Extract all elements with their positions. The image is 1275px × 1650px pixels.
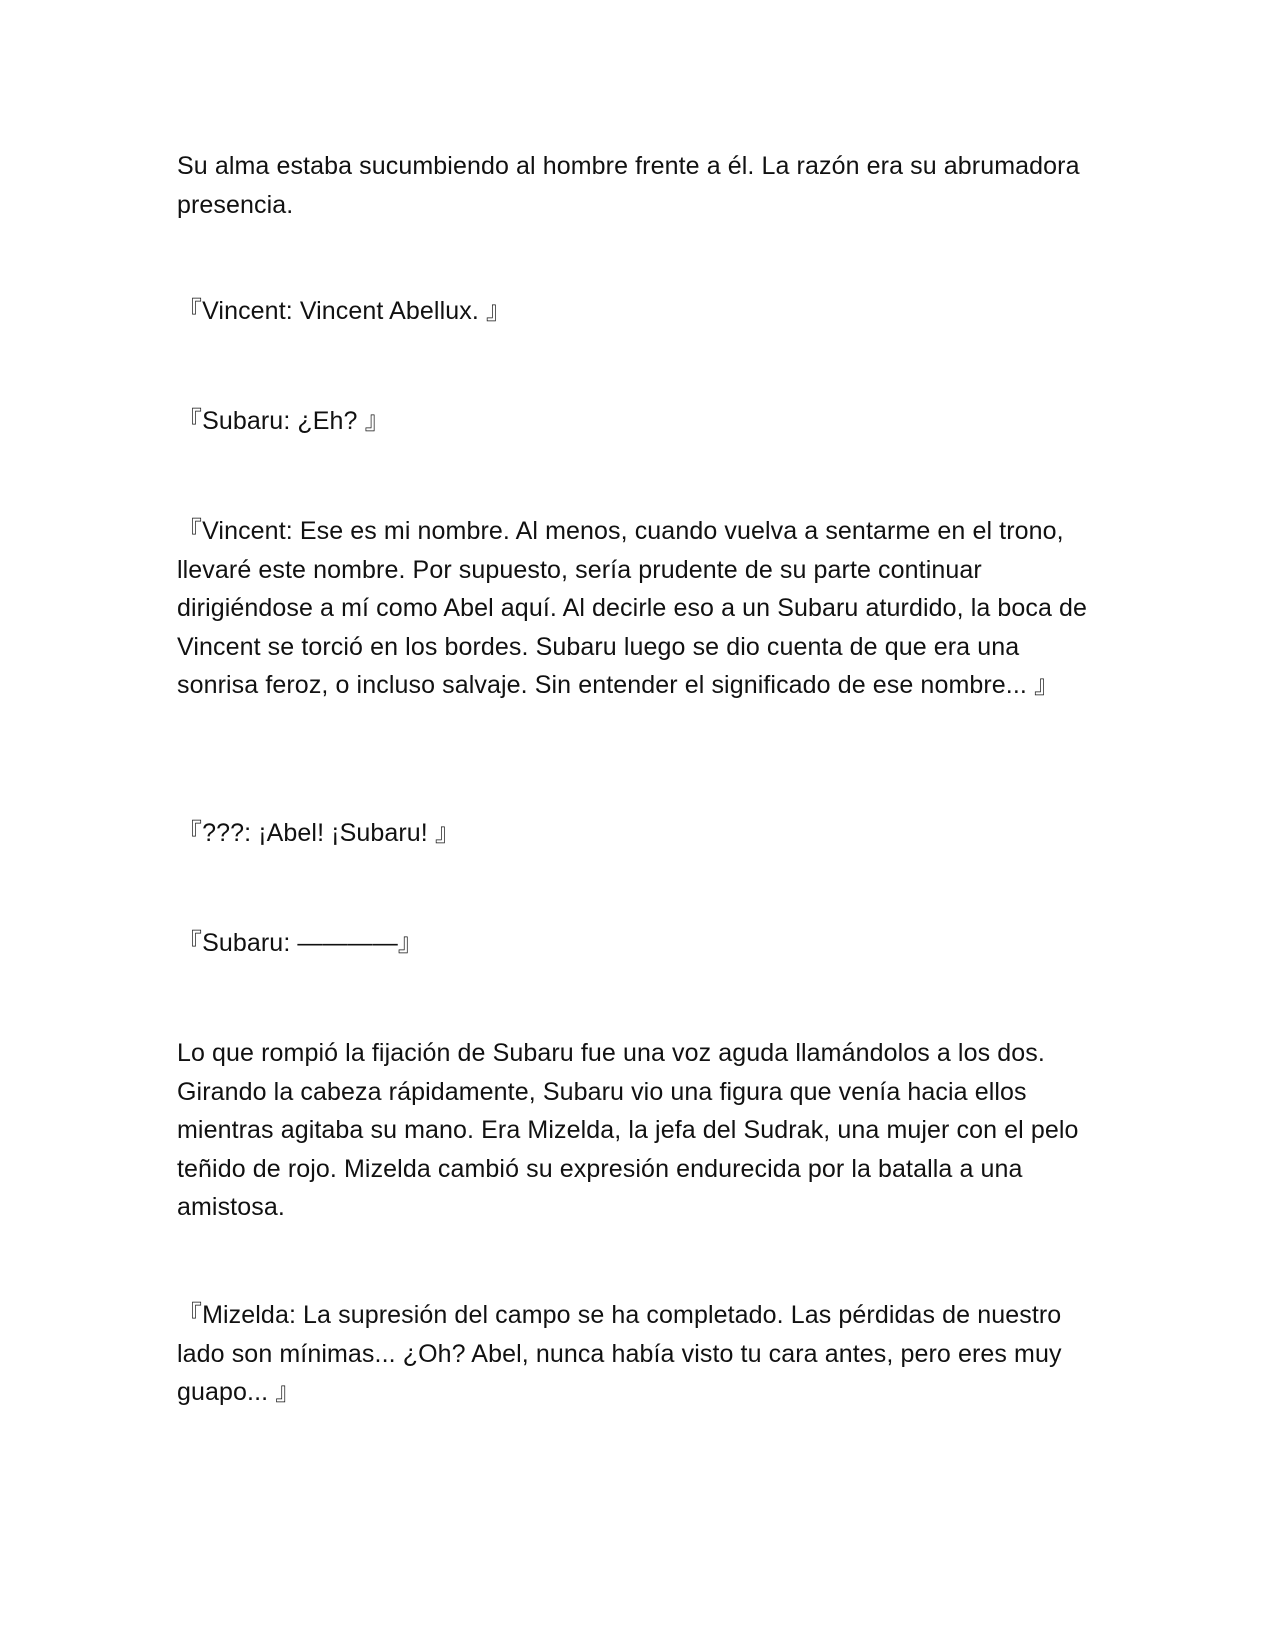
dialogue-line-vincent: 『Vincent: Vincent Abellux. 』 — [177, 297, 512, 325]
dialogue-line-subaru: 『Subaru: ¿Eh? 』 — [177, 407, 390, 435]
dialogue-line-subaru-dash: 『Subaru: ————』 — [177, 929, 423, 957]
dialogue-line-unknown: 『???: ¡Abel! ¡Subaru! 』 — [177, 819, 460, 847]
dialogue-line-vincent-long: 『Vincent: Ese es mi nombre. Al menos, cuando vuelva a sentarme en el trono, llevaré este nombre. Por supuesto, sería prudente de su parte continuar dirigiéndose a mí como Abel aquí. Al decirle eso a un Subaru aturdido, la boca de Vincent se torció en los bordes. Subaru luego se dio cuenta de que era una sonrisa feroz, o incluso salvaje. Sin entender el significado de ese nombre... 』 — [177, 517, 1088, 699]
dialogue-line-mizelda: 『Mizelda: La supresión del campo se ha completado. Las pérdidas de nuestro lado son mínimas... ¿Oh? Abel, nunca había visto tu cara antes, pero eres muy guapo... 』 — [177, 1301, 1062, 1406]
narration-paragraph-mizelda: Lo que rompió la fijación de Subaru fue una voz aguda llamándolos a los dos. Girando la cabeza rápidamente, Subaru vio una figura que venía hacia ellos mientras agitaba su mano. Era Mizelda, la jefa del Sudrak, una mujer con el pelo teñido de rojo. Mizelda cambió su expresión endurecida por la batalla a una amistosa. — [177, 1039, 1079, 1221]
narration-paragraph: Su alma estaba sucumbiendo al hombre frente a él. La razón era su abrumadora presencia. — [177, 152, 1080, 219]
